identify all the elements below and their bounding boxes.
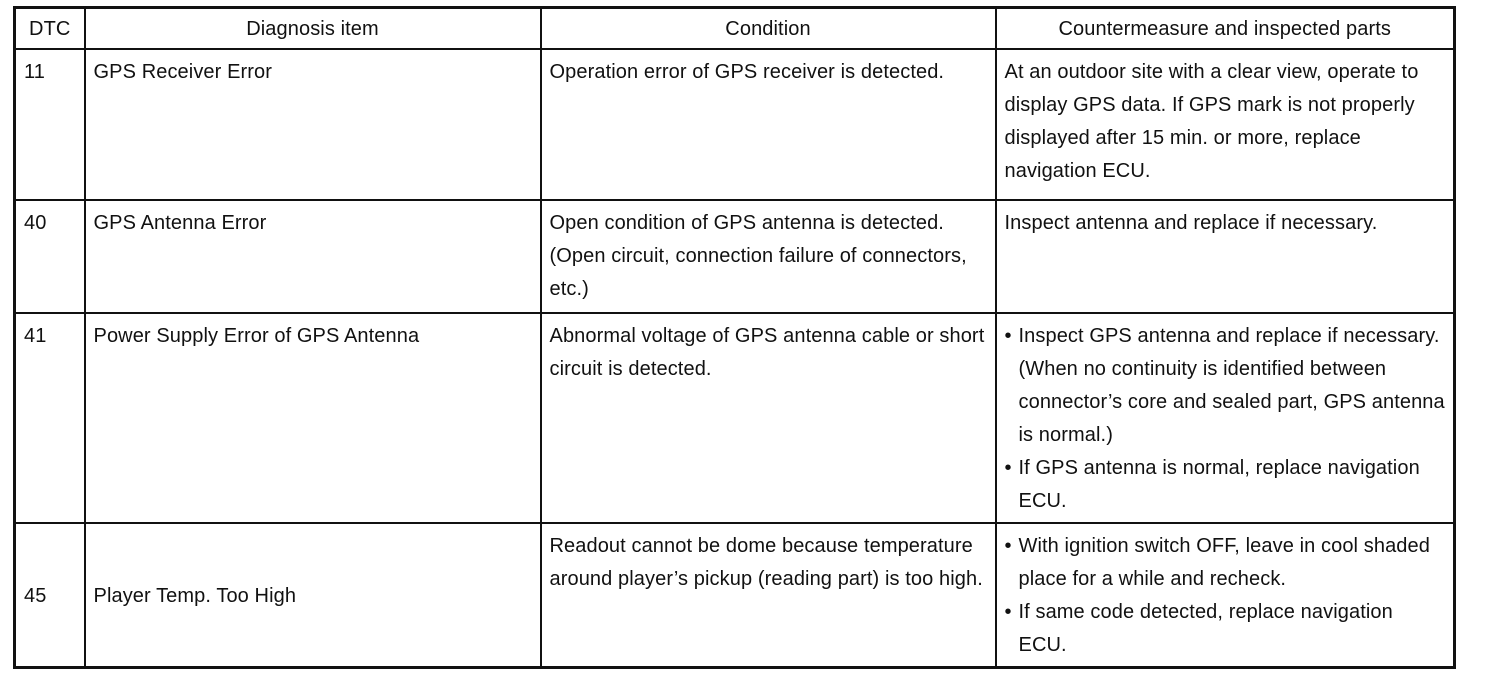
condition-text: Operation error of GPS receiver is detected. — [541, 49, 996, 200]
list-item — [1005, 596, 1446, 662]
table-row — [15, 200, 1455, 313]
countermeasure-text: If same code detected, replace navigation ECU. — [1018, 601, 1393, 656]
header-countermeasure: Countermeasure and inspected parts — [996, 8, 1455, 50]
condition-text: Abnormal voltage of GPS antenna cable or short circuit is detected. — [541, 313, 996, 523]
dtc-code: 45 — [15, 523, 85, 668]
countermeasure-text: If GPS antenna is normal, replace navigation ECU. — [1018, 457, 1420, 512]
countermeasure-cell — [996, 313, 1455, 523]
table-header — [15, 8, 1455, 50]
countermeasure-list — [1005, 320, 1446, 518]
condition-text: Open condition of GPS antenna is detected. (Open circuit, connection failure of connectors, etc.) — [541, 200, 996, 313]
condition-text: Readout cannot be dome because temperature around player’s pickup (reading part) is too high. — [541, 523, 996, 668]
diagnosis-item: Power Supply Error of GPS Antenna — [85, 313, 541, 523]
header-diagnosis-item: Diagnosis item — [85, 8, 541, 50]
table-body — [15, 49, 1455, 668]
bullet-icon: • — [1004, 535, 1012, 557]
dtc-code: 41 — [15, 313, 85, 523]
table-row — [15, 523, 1455, 668]
list-item — [1005, 530, 1446, 596]
bullet-icon: • — [1004, 457, 1012, 479]
countermeasure-text: Inspect antenna and replace if necessary. — [996, 200, 1455, 313]
header-condition: Condition — [541, 8, 996, 50]
table-row — [15, 313, 1455, 523]
header-dtc: DTC — [15, 8, 85, 50]
list-item — [1005, 320, 1446, 452]
diagnosis-item: GPS Antenna Error — [85, 200, 541, 313]
countermeasure-text: At an outdoor site with a clear view, operate to display GPS data. If GPS mark is not properly displayed after 15 min. or more, replace navigation ECU. — [996, 49, 1455, 200]
diagnosis-item: Player Temp. Too High — [85, 523, 541, 668]
header-row — [15, 8, 1455, 50]
countermeasure-list — [1005, 530, 1446, 662]
table-row — [15, 49, 1455, 200]
dtc-table — [13, 6, 1456, 669]
diagnosis-item: GPS Receiver Error — [85, 49, 541, 200]
countermeasure-cell — [996, 523, 1455, 668]
dtc-code: 40 — [15, 200, 85, 313]
bullet-icon: • — [1004, 601, 1012, 623]
bullet-icon: • — [1004, 325, 1012, 347]
countermeasure-text: With ignition switch OFF, leave in cool shaded place for a while and recheck. — [1018, 535, 1430, 590]
countermeasure-text: Inspect GPS antenna and replace if necessary. (When no continuity is identified between connector’s core and sealed part, GPS antenna is normal.) — [1018, 325, 1445, 446]
dtc-code: 11 — [15, 49, 85, 200]
list-item — [1005, 452, 1446, 518]
